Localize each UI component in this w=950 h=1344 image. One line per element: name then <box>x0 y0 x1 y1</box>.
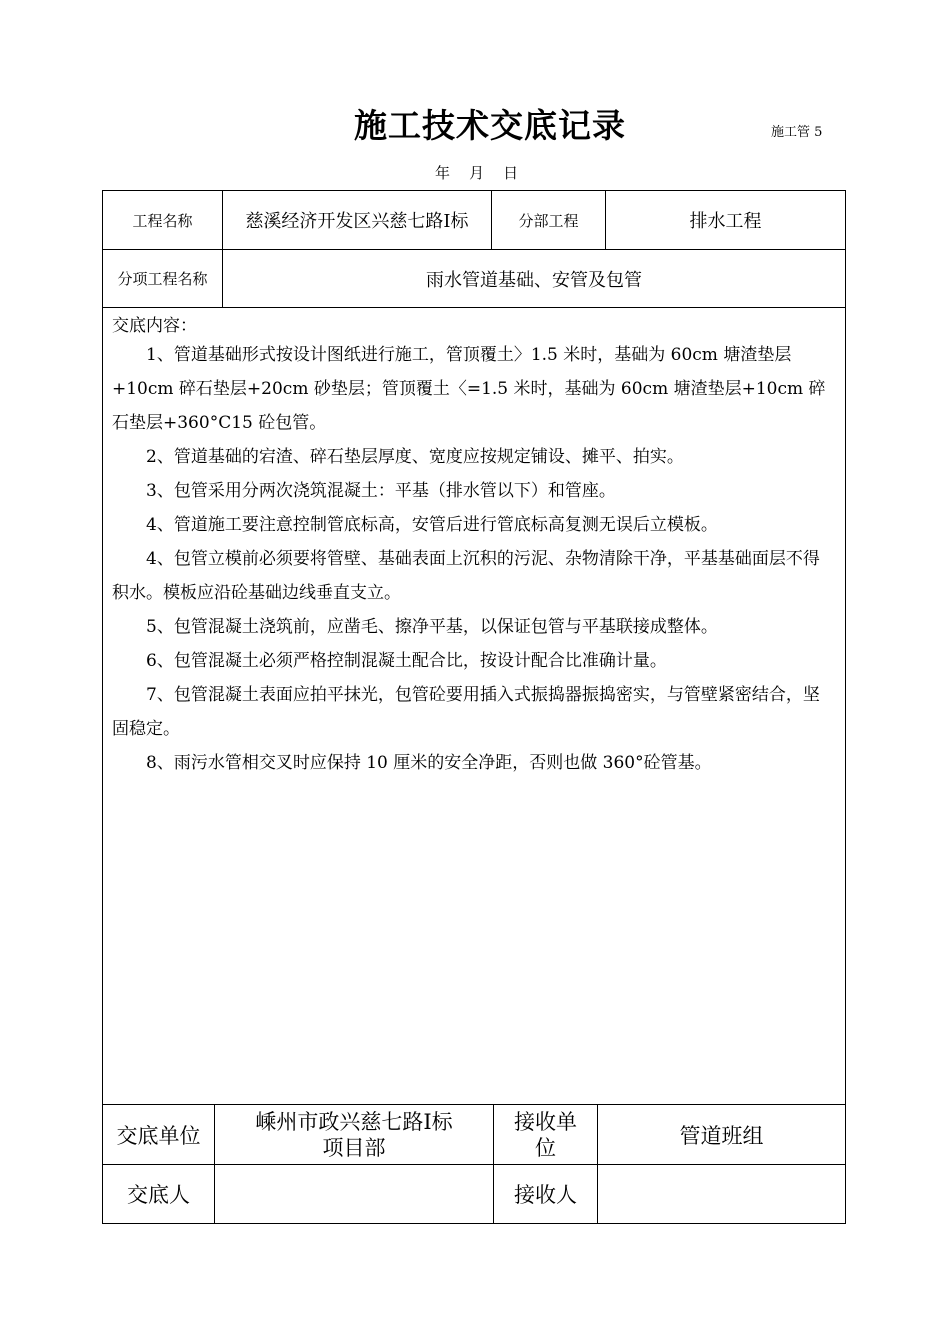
content-item: 3、包管采用分两次浇筑混凝土：平基（排水管以下）和管座。 <box>146 481 616 501</box>
division-value: 排水工程 <box>689 211 762 232</box>
handover-unit-label: 交底单位 <box>116 1123 201 1148</box>
handover-person-label: 交底人 <box>127 1183 190 1207</box>
receiving-unit-value: 管道班组 <box>679 1123 764 1148</box>
content-item: 2、管道基础的宕渣、碎石垫层厚度、宽度应按规定铺设、摊平、拍实。 <box>146 447 684 467</box>
content-item: 4、包管立模前必须要将管壁、基础表面上沉积的污泥、杂物清除干净，平基基础面层不得积水。模板应沿砼基础边线垂直支立。 <box>112 549 820 603</box>
content-heading: 交底内容： <box>112 316 197 336</box>
content-item: 8、雨污水管相交叉时应保持 10 厘米的安全净距，否则也做 360°砼管基。 <box>146 753 712 773</box>
content-item: 5、包管混凝土浇筑前，应凿毛、擦净平基，以保证包管与平基联接成整体。 <box>146 617 718 637</box>
handover-unit-line1: 嵊州市政兴慈七路Ⅰ标 <box>255 1109 453 1134</box>
handover-person-value[interactable] <box>215 1165 493 1223</box>
receiving-unit-label <box>494 1105 597 1164</box>
division-label: 分部工程 <box>518 211 579 230</box>
date-line: 年 月 日 <box>435 164 519 182</box>
receiver-label: 接收人 <box>514 1183 577 1207</box>
content-item: 6、包管混凝土必须严格控制混凝土配合比，按设计配合比准确计量。 <box>146 651 667 671</box>
subitem-value: 雨水管道基础、安管及包管 <box>426 269 642 291</box>
project-name-label: 工程名称 <box>132 211 193 230</box>
receiving-unit-label-line2: 位 <box>535 1135 556 1160</box>
handover-unit-value <box>215 1105 493 1164</box>
receiver-value[interactable] <box>598 1165 845 1223</box>
document-title: 施工技术交底记录 <box>354 106 626 145</box>
content-item: 1、管道基础形式按设计图纸进行施工，管顶覆土〉1.5 米时，基础为 60cm 塘渣垫层+10cm 碎石垫层+20cm 砂垫层；管顶覆土〈=1.5 米时，基础为 60cm 塘渣垫层+10cm 碎石垫层+360°C15 砼包管。 <box>112 345 826 433</box>
subitem-label: 分项工程名称 <box>117 270 208 288</box>
content-item: 7、包管混凝土表面应拍平抹光，包管砼要用插入式振捣器振捣密实，与管壁紧密结合，坚固稳定。 <box>112 685 820 739</box>
handover-unit-line2: 项目部 <box>322 1135 386 1160</box>
row-divider <box>102 307 846 308</box>
handover-content <box>112 314 832 780</box>
receiving-unit-label-line1: 接收单 <box>514 1109 577 1134</box>
form-code: 施工管 5 <box>771 125 823 140</box>
project-name-value: 慈溪经济开发区兴慈七路Ⅰ标 <box>245 211 469 232</box>
content-item: 4、管道施工要注意控制管底标高，安管后进行管底标高复测无误后立模板。 <box>146 515 718 535</box>
